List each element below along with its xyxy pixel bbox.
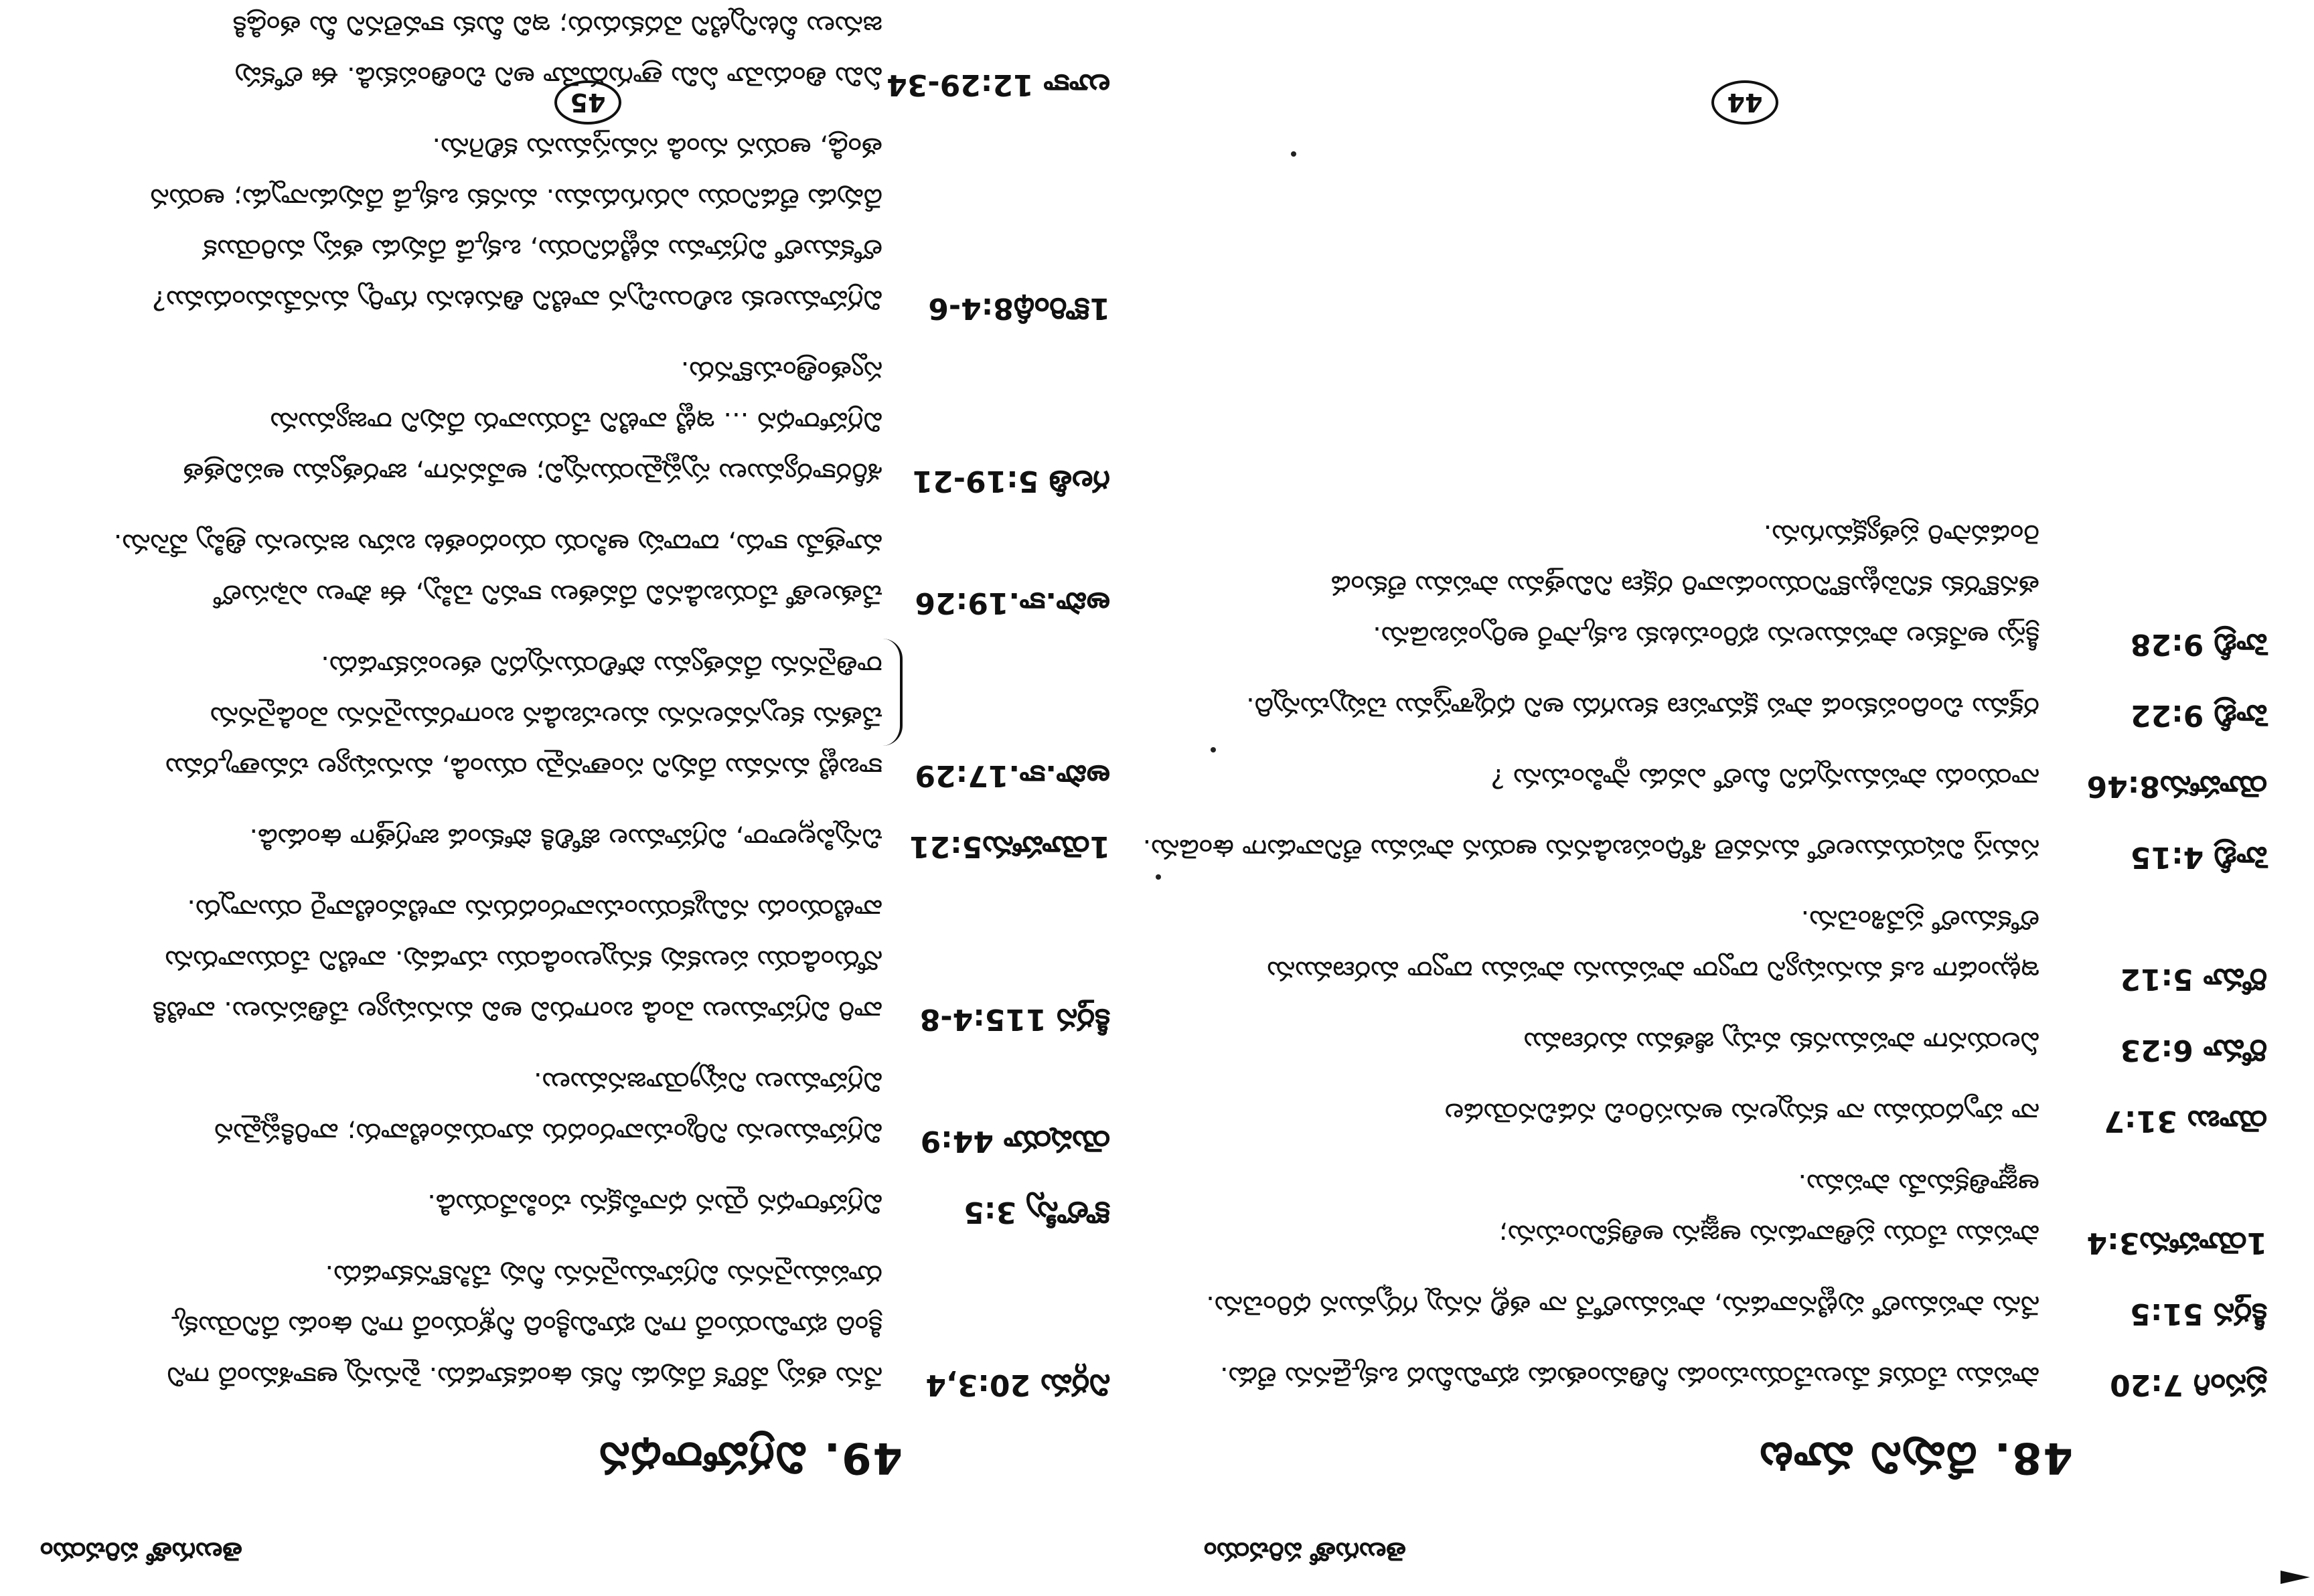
verse-entry xyxy=(1209,1087,2267,1138)
verse-entry xyxy=(52,345,1110,498)
verse-text xyxy=(1209,509,2039,661)
verse-entry xyxy=(52,813,1110,864)
verse-line: మాత్రమే కాదు, దాదాపు ఆసియ యందంతట బహు జనులను త్రిప్పి వేసెను. xyxy=(113,528,882,559)
verse-text xyxy=(52,640,882,793)
verse-text xyxy=(1209,1351,2039,1402)
verse-line: విగ్రహారాధన ... ఇట్టి వాటిని చేయువారు దేవుని రాజ్యమును xyxy=(270,406,882,437)
page-number: 44 xyxy=(1711,80,1778,125)
verse-line: విగ్రహములను నిర్మించువారందరు మాయవంటివారు; వారికిష్టమైన xyxy=(214,1117,882,1148)
verse-text xyxy=(1209,682,2039,732)
running-header: తెలుగుతో పరిచయం xyxy=(40,1537,242,1567)
verse-line: ఏలయనగా పాపమునకు వచ్చు జీతము మరణము xyxy=(1523,1026,2039,1057)
page-48 xyxy=(1142,0,2314,1596)
verse-entry xyxy=(1209,682,2267,732)
verse-line: రక్తము చిందింపకుండ పాప క్షమాపణ కలుగదు అని ధర్మశాస్త్రము చెప్పుచున్నది. xyxy=(1246,692,2039,722)
verse-line: స్వతంత్రించుకొనరు. xyxy=(680,355,882,386)
verse-text xyxy=(52,345,882,498)
verse-list xyxy=(1142,489,2267,1402)
verse-line: తనకొరకు కనిపెట్టుకొనియుండువారి రక్షణ నిమిత్తము పాపము లేకుండ xyxy=(1330,570,2039,601)
verse-text xyxy=(1209,1087,2039,1138)
verse-text xyxy=(52,1178,882,1229)
verse-reference: కొలొస్సీ 3:5 xyxy=(963,1195,1110,1229)
scan-speck xyxy=(1156,874,1161,880)
verse-line: క్రింది భూమియందే గాని భూమిక్రింది నీళ్లయందే గాని ఉండు దేనియొక్క xyxy=(171,1310,882,1341)
verse-line: నా హృదయము నా కన్నులను అనుసరించి నడచినయెడల xyxy=(1444,1097,2039,1128)
verse-reference: యోబు 31:7 xyxy=(2104,1104,2267,1138)
verse-reference: రోమా 6:23 xyxy=(2120,1033,2267,1067)
verse-entry xyxy=(1206,1280,2267,1331)
verse-entry xyxy=(1209,752,2267,803)
verse-reference: హెబ్రీ 9:22 xyxy=(2130,698,2267,732)
verse-entry xyxy=(52,518,1110,620)
verse-entry xyxy=(1209,1016,2267,1067)
verse-reference: అపొ.కా.19:26 xyxy=(915,586,1110,620)
verse-reference: హెబ్రీ 4:15 xyxy=(2130,840,2267,874)
verse-line: రాతినైనను దేవత్వము పోలియున్నదని తలంపకూడదు. xyxy=(321,650,882,681)
verse-line: కాబట్టి మనము దేవుని సంతానమై యుండి, మనుష్యుల చమత్కారము xyxy=(165,752,882,783)
verse-entry xyxy=(52,1056,1110,1158)
scan-speck xyxy=(1291,151,1296,157)
verse-line: విగ్రహారాధన యైన ధనాపేక్షను చంపివేయుడి. xyxy=(427,1188,882,1219)
verse-reference: యెషయా 44:9 xyxy=(920,1124,1110,1158)
verse-text xyxy=(52,122,882,325)
verse-text xyxy=(1206,1280,2039,1331)
verse-entry xyxy=(1209,509,2267,661)
verse-line: చిన్నపిల్లలారా, విగ్రహముల జోలికి పోకుండ జాగ్రత్తగా ఉండుడి. xyxy=(249,823,882,854)
verse-line: పాపము చేయక మేలుచేయుచుండు నీతిమంతుడు భూమిమీద ఒక్కడైనను లేడు. xyxy=(1219,1361,2039,1392)
verse-entry xyxy=(1209,1351,2267,1402)
verse-reference: కీర్తన 51:5 xyxy=(2130,1297,2267,1331)
verse-line: వారి విగ్రహములు వెండి బంగారువి అవి మనుష్యుల చేతిపనులు. వాటికి xyxy=(152,995,882,1026)
verse-text xyxy=(1209,1158,2039,1260)
verse-text xyxy=(52,813,882,864)
verse-line: లోకములో విగ్రహము వట్టిదనియు, ఒక్కడే దేవుడు తప్ప మరియొక xyxy=(203,234,882,264)
scan-speck xyxy=(1211,747,1216,752)
verse-line: రూపమునైనను విగ్రహమునైనను నీవు చేసికొనకూడదు. xyxy=(325,1259,882,1290)
verse-line: నోరుండియు పలుకవు కన్నులుండియు చూడవు. వాటిని చేయువారును xyxy=(165,945,882,975)
verse-reference: అపొ.కా.17:29 xyxy=(915,759,1110,793)
chapter-heading: 49. విగ్రహారాధన xyxy=(598,1433,903,1482)
verse-line: నేను తప్ప వేరొక దేవుడు నీకు ఉండకూడదు. పైనున్న ఆకాశమందే గాని xyxy=(167,1361,882,1392)
verse-line: సమస్త విషయములలో మనవలె శోధింపబడినను ఆయన పాపము లేనివాడుగా ఉండెను. xyxy=(1142,833,2039,864)
verse-line: పాపము చేయు ప్రతివాడును ఆజ్ఞను అతిక్రమించును; xyxy=(1498,1219,2039,1250)
verse-entry xyxy=(1209,894,2267,996)
verse-reference: 1యోహాను5:21 xyxy=(909,829,1110,864)
verse-text xyxy=(52,518,882,620)
verse-reference: రోమా 5:12 xyxy=(2120,962,2267,996)
verse-entry xyxy=(1142,823,2267,874)
verse-line: జనులు వీటన్నిటిని వెదకుదురు; ఇవి మీకు కావలెనని మీ తండ్రికి xyxy=(232,10,882,41)
verse-text xyxy=(1209,1016,2039,1067)
verse-reference: లూకా 12:29-34 xyxy=(886,68,1110,102)
verse-text xyxy=(52,1249,882,1402)
running-header: తెలుగుతో పరిచయం xyxy=(1204,1537,1406,1567)
verse-line: చేతులతో చేయబడినవి దేవతలు కావని చెప్పి, ఈ పౌలు ఎఫెసులో xyxy=(214,579,882,610)
verse-text xyxy=(1209,752,2039,803)
verse-reference: కీర్తన 115:4-8 xyxy=(919,1002,1110,1036)
verse-text xyxy=(52,0,882,102)
verse-line: లోకములో ప్రవేశించెను. xyxy=(1800,904,2039,935)
verse-line: విగ్రహములకు బలియిచ్చిన వాటిని తినుటను గూర్చి మనమేమందుము? xyxy=(151,285,882,315)
verse-entry xyxy=(52,640,1110,793)
verse-entry xyxy=(1209,1158,2267,1260)
verse-list xyxy=(52,0,1110,1402)
verse-reference: 1కొరింథీ8:4-6 xyxy=(928,291,1110,325)
verse-reference: నిర్గమ 20:3,4 xyxy=(925,1368,1110,1402)
chapter-heading: 48. దేవుని మాట xyxy=(1758,1433,2073,1482)
verse-line: చేతను కల్పనవలనను మలచబడిన బంగారమునైనను వెండినైనను xyxy=(210,701,882,732)
verse-entry xyxy=(52,122,1110,325)
verse-entry xyxy=(52,1178,1110,1229)
verse-reference: ప్రసంగి 7:20 xyxy=(2110,1368,2267,1402)
verse-line: నాయందు పాపమున్నదని మీలో ఎవడు స్థాపించును ? xyxy=(1490,763,2039,793)
scan-corner-mark xyxy=(2281,1571,2310,1584)
verse-line: వాటియందు నమ్మికయుంచువారందరును వాటివంటివారై యున్నారు. xyxy=(187,894,882,925)
verse-text xyxy=(52,884,882,1036)
bracket-mark xyxy=(880,639,903,746)
verse-text xyxy=(1209,894,2039,996)
verse-reference: గలతీ 5:19-21 xyxy=(912,464,1110,498)
verse-reference: హెబ్రీ 9:28 xyxy=(2130,627,2267,661)
page-number: 45 xyxy=(554,80,621,125)
verse-text xyxy=(1142,823,2039,874)
verse-line: శరీరకార్యములు స్పష్టమైయున్నవి; అవేవనగా, జారత్వము అపవిత్రత xyxy=(183,457,882,488)
verse-entry xyxy=(52,1249,1110,1402)
verse-reference: యోహాను8:46 xyxy=(2086,769,2267,803)
verse-text xyxy=(52,1056,882,1158)
verse-line: దేవుడు లేడనియు ఎరుగుదుము. మనకు ఒక్కడే దేవుడున్నాడు; ఆయన xyxy=(150,183,882,214)
verse-line: తండ్రి, ఆయన నుండి సమస్తమును కలిగెను. xyxy=(432,132,882,163)
verse-line: ఏమి తిందుమో ఏమి త్రాగుదుమో అని చింతింపకుడి. ఈ లోకపు xyxy=(234,61,882,92)
verse-line: విగ్రహములు నిష్ప్రయోజనములు. xyxy=(533,1066,882,1097)
verse-line: ఆజ్ఞాతిక్రమమే పాపము. xyxy=(1798,1168,2039,1199)
verse-entry xyxy=(52,884,1110,1036)
verse-line: నేను పాపములో పుట్టినవాడను, పాపములోనే నా తల్లి నన్ను గర్భమున ధరించెను. xyxy=(1206,1290,2039,1321)
verse-line: రెండవసారి ప్రత్యక్షమగును. xyxy=(1763,519,2039,550)
verse-line: క్రీస్తు అనేకుల పాపములను భరించుటకు ఒక్కసారే అర్పింపబడెను. xyxy=(1373,621,2039,651)
verse-reference: 1యోహాను3:4 xyxy=(2086,1226,2267,1260)
verse-line: ఇట్లుండగా ఒక మనుష్యుని ద్వారా పాపమును పాపము ద్వారా మరణమును xyxy=(1267,955,2039,986)
